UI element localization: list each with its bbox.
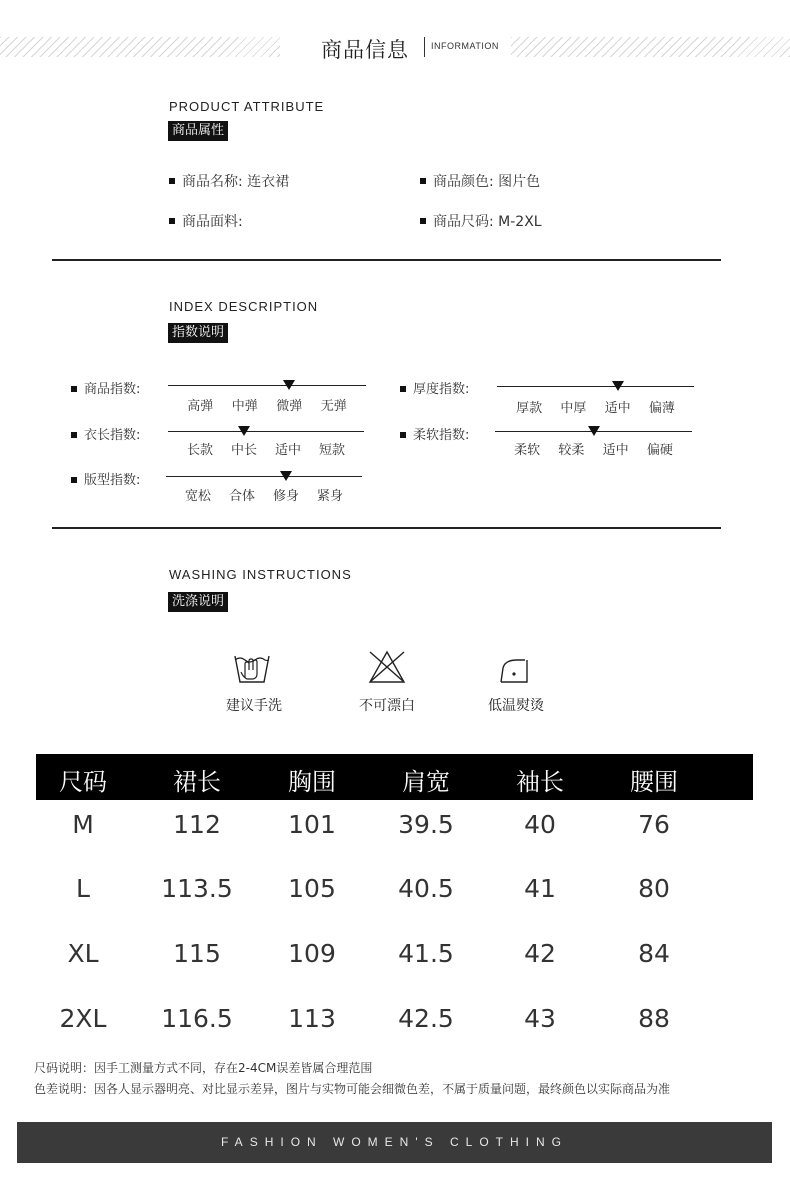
washing-heading-cn: 洗涤说明 [168,592,228,612]
size-table-cell: L [76,874,90,903]
index-marker [238,426,250,436]
attribute-item: 商品面料: [169,211,243,231]
size-table-cell: 80 [638,874,670,903]
hand-wash-icon [232,650,272,686]
index-option: 偏硬 [646,443,673,458]
footer-text: FASHION WOMEN'S CLOTHING [221,1135,568,1149]
size-table-header-cell: 袖长 [516,768,564,796]
size-table-cell: 40.5 [398,874,454,903]
size-table-cell: 101 [288,810,336,839]
index-option: 偏薄 [648,401,675,416]
size-table-cell: 116.5 [161,1004,233,1033]
page-subtitle: INFORMATION [431,41,499,51]
size-table-cell: 42.5 [398,1004,454,1033]
size-table-cell: 112 [173,810,221,839]
index-option: 短款 [318,443,345,458]
index-label: 版型指数: [71,469,140,488]
attributes-heading-en: PRODUCT ATTRIBUTE [169,99,325,114]
header-hatch-left [0,37,280,57]
size-table-cell: M [72,810,94,839]
index-option: 适中 [274,443,301,458]
index-scale-line [166,476,362,477]
index-option: 高弹 [187,399,214,414]
index-option: 长款 [186,443,213,458]
washing-heading-en: WASHING INSTRUCTIONS [169,567,352,582]
index-label: 衣长指数: [71,424,140,443]
index-scale-line [168,385,366,386]
attribute-item: 商品尺码: M-2XL [420,211,542,231]
index-heading-en: INDEX DESCRIPTION [169,299,319,314]
size-note: 尺码说明：因手工测量方式不同，存在2-4CM误差皆属合理范围 [34,1061,373,1075]
wash-label: 不可漂白 [359,698,415,714]
wash-label: 低温熨烫 [488,698,544,714]
section-divider [52,527,721,529]
index-label: 厚度指数: [400,378,469,397]
index-option: 较柔 [558,443,585,458]
index-option: 修身 [272,489,299,504]
size-table-header-cell: 腰围 [630,768,678,796]
size-table-cell: 113 [288,1004,336,1033]
index-option: 中弹 [231,399,258,414]
size-table-cell: 40 [524,810,556,839]
index-option: 无弹 [320,399,347,414]
header-divider [424,37,425,57]
size-table-cell: 39.5 [398,810,454,839]
wash-label: 建议手洗 [226,698,282,714]
size-table-cell: 42 [524,939,556,968]
index-label: 柔软指数: [400,424,469,443]
index-label: 商品指数: [71,378,140,397]
index-option: 适中 [604,401,631,416]
index-option: 柔软 [514,443,541,458]
size-table-header-cell: 胸围 [288,768,336,796]
index-marker [612,381,624,391]
index-scale-line [497,386,694,387]
index-option: 中厚 [560,401,587,416]
size-table-cell: 115 [173,939,221,968]
size-table-header-cell: 裙长 [173,768,221,796]
low-iron-icon [495,652,535,686]
no-bleach-icon [366,648,408,686]
size-table-cell: 2XL [59,1004,107,1033]
size-table-cell: 41 [524,874,556,903]
index-option: 宽松 [184,489,211,504]
index-marker [283,380,295,390]
index-option: 合体 [228,489,255,504]
size-table-cell: 113.5 [161,874,233,903]
index-option: 适中 [602,443,629,458]
page-title: 商品信息 [321,38,409,62]
index-marker [280,471,292,481]
index-marker [588,426,600,436]
color-note: 色差说明：因各人显示器明亮、对比显示差异，图片与实物可能会细微色差，不属于质量问题，最终颜色以实际商品为准 [34,1082,671,1096]
size-table-cell: XL [67,939,99,968]
index-option: 中长 [230,443,257,458]
index-scale-line [168,431,364,432]
size-table-header-cell: 尺码 [59,768,107,796]
size-table-cell: 88 [638,1004,670,1033]
size-table-cell: 109 [288,939,336,968]
attribute-item: 商品颜色: 图片色 [420,171,540,191]
size-table-cell: 84 [638,939,670,968]
attributes-heading-cn: 商品属性 [168,121,228,141]
size-table-cell: 41.5 [398,939,454,968]
header-hatch-right [511,37,790,57]
size-table-cell: 43 [524,1004,556,1033]
size-table-cell: 76 [638,810,670,839]
index-heading-cn: 指数说明 [168,323,228,343]
attribute-item: 商品名称: 连衣裙 [169,171,289,191]
index-option: 微弹 [276,399,303,414]
section-divider [52,259,721,261]
index-option: 紧身 [316,489,343,504]
index-option: 厚款 [516,401,543,416]
size-table-cell: 105 [288,874,336,903]
size-table-header-cell: 肩宽 [402,768,450,796]
